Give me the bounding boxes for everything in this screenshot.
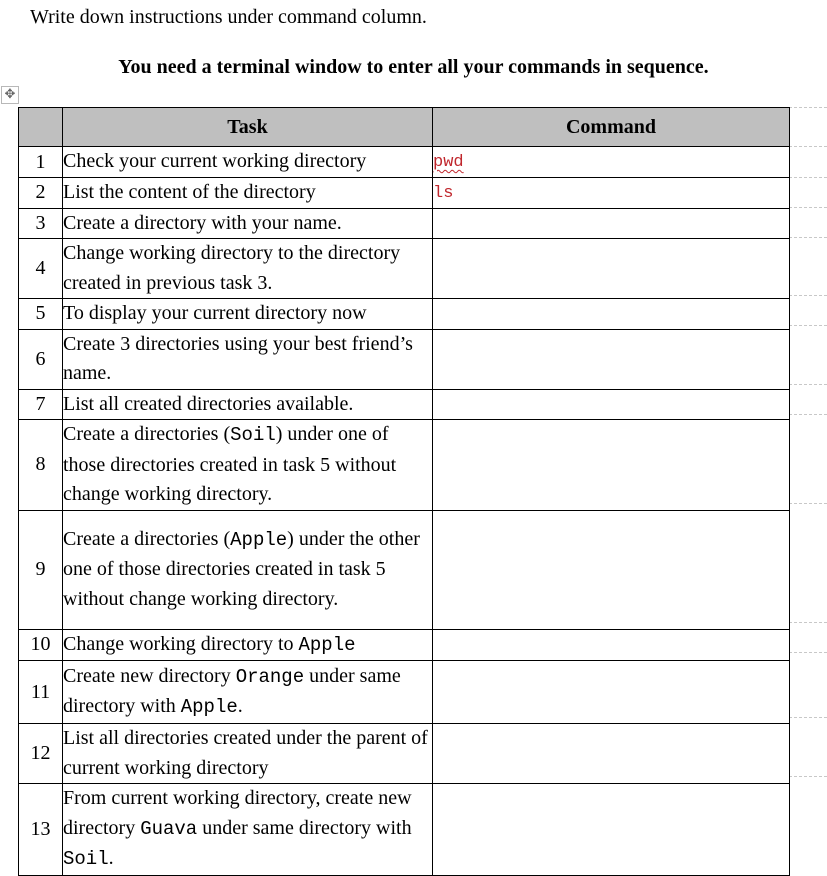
command-cell[interactable] <box>433 208 790 239</box>
command-cell[interactable] <box>433 329 790 389</box>
move-handle-icon[interactable]: ✥ <box>1 86 19 104</box>
command-cell[interactable] <box>433 389 790 420</box>
code-text: Orange <box>235 665 305 688</box>
command-cell[interactable] <box>433 784 790 876</box>
task-cell <box>63 299 433 330</box>
heading-text: You need a terminal window to enter all your commands in sequence. <box>118 56 709 78</box>
header-number <box>19 108 63 147</box>
code-text: Soil <box>230 424 276 446</box>
row-number: 2 <box>19 178 63 209</box>
command-cell[interactable] <box>433 661 790 724</box>
task-cell <box>63 629 433 661</box>
table-row <box>19 629 790 661</box>
task-cell <box>63 147 433 178</box>
code-text: Apple <box>298 633 356 656</box>
command-text: ls <box>433 183 454 203</box>
task-text: Create new directory <box>63 664 236 687</box>
instruction-text: Write down instructions under command column. <box>30 6 427 28</box>
task-table <box>18 107 790 876</box>
task-text: ) under one of those directories created in task 5 without change working directory. <box>63 423 397 505</box>
task-text: List the content of the directory <box>63 181 316 203</box>
task-cell <box>63 389 433 420</box>
table-row <box>19 147 790 178</box>
task-text: From current working directory, create new directory <box>63 787 412 839</box>
task-cell <box>63 178 433 209</box>
task-cell <box>63 208 433 239</box>
row-number: 8 <box>19 420 63 511</box>
code-text: Guava <box>140 817 198 840</box>
command-cell[interactable] <box>433 724 790 784</box>
task-text: . <box>108 847 114 869</box>
task-cell <box>63 661 433 724</box>
row-number: 13 <box>19 784 63 876</box>
table-row <box>19 299 790 330</box>
task-text: To display your current directory now <box>63 302 367 324</box>
task-text: . <box>237 695 243 717</box>
command-cell[interactable] <box>433 420 790 511</box>
task-cell <box>63 329 433 389</box>
task-cell <box>63 239 433 299</box>
table-row <box>19 329 790 389</box>
command-cell[interactable] <box>433 178 790 209</box>
table-row <box>19 208 790 239</box>
row-number: 5 <box>19 299 63 330</box>
code-text: Apple <box>230 528 288 551</box>
task-text: Create a directory with your name. <box>63 211 342 234</box>
task-text: List all created directories available. <box>63 392 354 415</box>
table-row <box>19 661 790 724</box>
task-text: Create a directories ( <box>63 527 231 550</box>
table-row <box>19 239 790 299</box>
row-number: 11 <box>19 661 63 724</box>
task-text: Create a directories ( <box>63 423 231 445</box>
command-cell[interactable] <box>433 147 790 178</box>
task-cell <box>63 724 433 784</box>
row-number: 7 <box>19 389 63 420</box>
table-row <box>19 510 790 629</box>
task-text: Change working directory to <box>63 632 299 655</box>
row-number: 9 <box>19 510 63 629</box>
task-text: ) under the other one of those directories created in task 5 without change working directory. <box>63 527 420 610</box>
row-number: 1 <box>19 147 63 178</box>
command-cell[interactable] <box>433 239 790 299</box>
task-cell <box>63 420 433 511</box>
task-text: Change working directory to the directory created in previous task 3. <box>63 242 401 294</box>
row-number: 12 <box>19 724 63 784</box>
table-gridline-extensions <box>789 0 827 868</box>
command-cell[interactable] <box>433 629 790 661</box>
table-row <box>19 178 790 209</box>
task-text: List all directories created under the parent of current working directory <box>63 727 428 779</box>
table-row <box>19 724 790 784</box>
code-text: Soil <box>63 848 109 870</box>
header-command: Command <box>433 108 790 147</box>
table-row <box>19 420 790 511</box>
table-row <box>19 784 790 876</box>
row-number: 6 <box>19 329 63 389</box>
task-text: under same directory with <box>197 816 412 839</box>
task-cell <box>63 784 433 876</box>
command-cell[interactable] <box>433 510 790 629</box>
row-number: 10 <box>19 629 63 661</box>
task-text: Create 3 directories using your best friend’s name. <box>63 332 413 384</box>
task-text: under same directory with <box>63 664 401 717</box>
header-task: Task <box>63 108 433 147</box>
task-text: Check your current working directory <box>63 150 367 173</box>
row-number: 3 <box>19 208 63 239</box>
code-text: Apple <box>180 696 238 718</box>
task-cell <box>63 510 433 629</box>
table-row <box>19 389 790 420</box>
page-heading <box>0 56 827 79</box>
command-text: pwd <box>433 153 464 172</box>
command-cell[interactable] <box>433 299 790 330</box>
row-number: 4 <box>19 239 63 299</box>
table-header-row <box>19 108 790 147</box>
